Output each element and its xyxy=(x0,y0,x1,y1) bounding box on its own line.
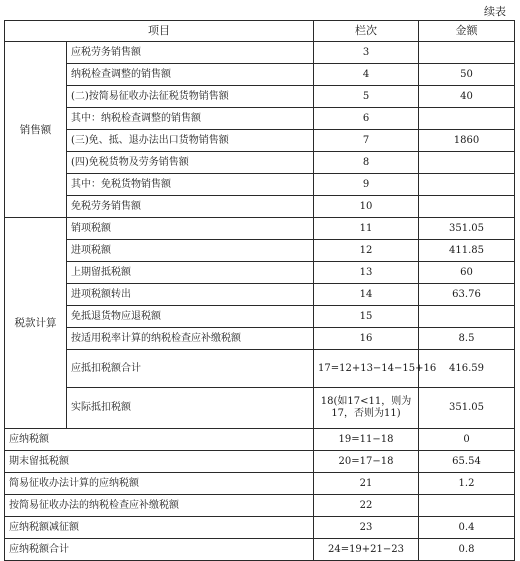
row-item: 销项税额 xyxy=(67,218,314,240)
row-amount xyxy=(419,196,515,218)
table-row xyxy=(5,108,515,130)
row-number: 11 xyxy=(314,218,419,240)
row-item: 应纳税额合计 xyxy=(5,539,314,561)
row-amount xyxy=(419,108,515,130)
row-amount: 0.8 xyxy=(419,539,515,561)
row-item: 应纳税额 xyxy=(5,429,314,451)
row-number: 8 xyxy=(314,152,419,174)
table-row xyxy=(5,284,515,306)
row-amount: 1.2 xyxy=(419,473,515,495)
row-amount xyxy=(419,174,515,196)
table-row xyxy=(5,473,515,495)
row-number: 21 xyxy=(314,473,419,495)
row-item: 按简易征收办法的纳税检查应补缴税额 xyxy=(5,495,314,517)
table-row xyxy=(5,517,515,539)
table-row xyxy=(5,451,515,473)
row-item: 免抵退货物应退税额 xyxy=(67,306,314,328)
row-number: 22 xyxy=(314,495,419,517)
row-number: 18(如17<11，则为17，否则为11) xyxy=(314,388,419,429)
row-item: 应税劳务销售额 xyxy=(67,42,314,64)
row-number: 6 xyxy=(314,108,419,130)
category-sales: 销售额 xyxy=(5,42,67,218)
row-item: 简易征收办法计算的应纳税额 xyxy=(5,473,314,495)
row-amount: 351.05 xyxy=(419,218,515,240)
row-item: (四)免税货物及劳务销售额 xyxy=(67,152,314,174)
row-item: 应抵扣税额合计 xyxy=(67,350,314,388)
header-item: 项目 xyxy=(5,21,314,42)
row-number: 5 xyxy=(314,86,419,108)
row-amount: 50 xyxy=(419,64,515,86)
continued-label: 续表 xyxy=(484,5,506,18)
row-amount: 416.59 xyxy=(419,350,515,388)
row-amount: 63.76 xyxy=(419,284,515,306)
table-row xyxy=(5,539,515,561)
row-number: 20=17−18 xyxy=(314,451,419,473)
row-amount xyxy=(419,495,515,517)
table-row xyxy=(5,328,515,350)
row-number: 16 xyxy=(314,328,419,350)
row-item: 纳税检查调整的销售额 xyxy=(67,64,314,86)
row-item: 其中：免税货物销售额 xyxy=(67,174,314,196)
table-row xyxy=(5,130,515,152)
row-amount xyxy=(419,306,515,328)
row-number: 17=12+13−14−15+16 xyxy=(314,350,419,388)
row-amount: 60 xyxy=(419,262,515,284)
row-number: 14 xyxy=(314,284,419,306)
row-item: 其中：纳税检查调整的销售额 xyxy=(67,108,314,130)
row-amount: 351.05 xyxy=(419,388,515,429)
header-row-number: 栏次 xyxy=(314,21,419,42)
row-item: 上期留抵税额 xyxy=(67,262,314,284)
table-row xyxy=(5,240,515,262)
row-item: 应纳税额减征额 xyxy=(5,517,314,539)
row-number: 3 xyxy=(314,42,419,64)
row-item: 期末留抵税额 xyxy=(5,451,314,473)
row-item: 实际抵扣税额 xyxy=(67,388,314,429)
table-row xyxy=(5,388,515,429)
table-row xyxy=(5,174,515,196)
tax-return-table xyxy=(4,20,515,561)
row-number: 24=19+21−23 xyxy=(314,539,419,561)
row-amount: 0.4 xyxy=(419,517,515,539)
table-row xyxy=(5,262,515,284)
row-amount xyxy=(419,152,515,174)
header-row xyxy=(5,21,515,42)
row-amount: 8.5 xyxy=(419,328,515,350)
row-number: 10 xyxy=(314,196,419,218)
row-number: 13 xyxy=(314,262,419,284)
header-amount: 金额 xyxy=(419,21,515,42)
category-tax-calculation: 税款计算 xyxy=(5,218,67,429)
table-row xyxy=(5,495,515,517)
row-item: 按适用税率计算的纳税检查应补缴税额 xyxy=(67,328,314,350)
row-number: 23 xyxy=(314,517,419,539)
row-amount: 65.54 xyxy=(419,451,515,473)
row-item: 进项税额转出 xyxy=(67,284,314,306)
row-item: (三)免、抵、退办法出口货物销售额 xyxy=(67,130,314,152)
row-number: 19=11−18 xyxy=(314,429,419,451)
table-row xyxy=(5,86,515,108)
row-amount: 0 xyxy=(419,429,515,451)
row-number: 12 xyxy=(314,240,419,262)
row-amount: 1860 xyxy=(419,130,515,152)
row-item: 免税劳务销售额 xyxy=(67,196,314,218)
row-item: 进项税额 xyxy=(67,240,314,262)
table-row xyxy=(5,152,515,174)
table-row xyxy=(5,64,515,86)
table-row xyxy=(5,350,515,388)
table-row xyxy=(5,306,515,328)
row-number: 7 xyxy=(314,130,419,152)
row-number: 15 xyxy=(314,306,419,328)
table-row xyxy=(5,42,515,64)
table-row xyxy=(5,429,515,451)
row-item: (二)按简易征收办法征税货物销售额 xyxy=(67,86,314,108)
table-row xyxy=(5,196,515,218)
row-amount xyxy=(419,42,515,64)
table-row xyxy=(5,218,515,240)
row-number: 9 xyxy=(314,174,419,196)
row-amount: 411.85 xyxy=(419,240,515,262)
row-amount: 40 xyxy=(419,86,515,108)
row-number: 4 xyxy=(314,64,419,86)
